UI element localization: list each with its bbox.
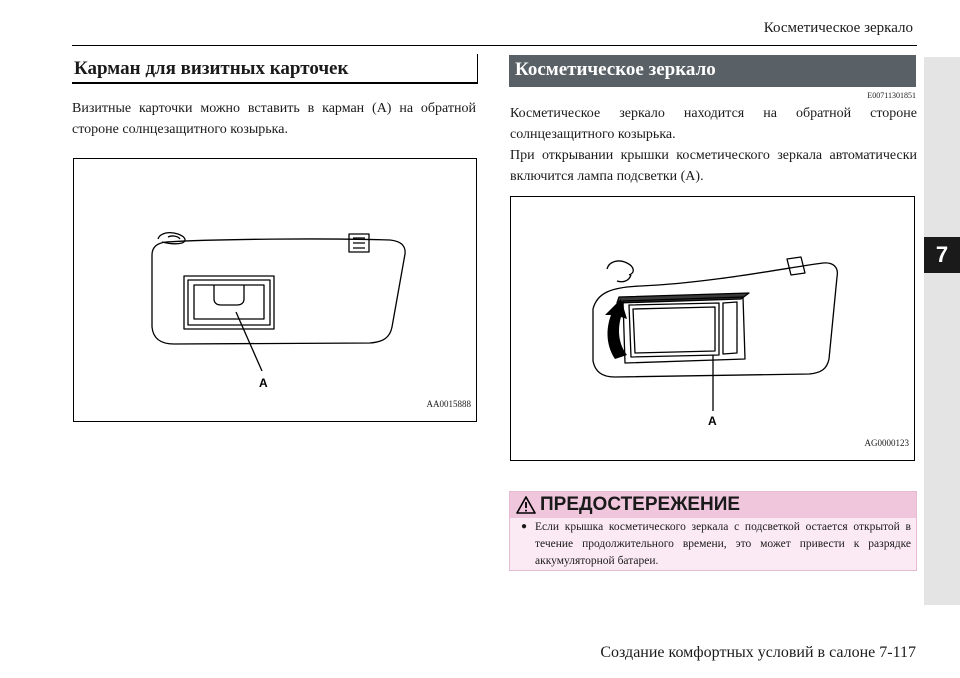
vanity-mirror-paragraph-2: При открывании крышки косметического зеркала автоматически включится лампа подсветки (A). <box>510 148 917 184</box>
header-rule <box>72 45 917 46</box>
sun-visor-card-pocket-illustration <box>74 159 476 421</box>
vanity-mirror-paragraphs <box>510 103 917 187</box>
section-heading-vanity-mirror <box>509 55 916 87</box>
figure-label-a: A <box>708 414 717 428</box>
section-heading-card-pocket <box>72 54 478 84</box>
warning-box <box>509 491 917 571</box>
reference-code: E00711301851 <box>867 91 916 100</box>
warning-header <box>510 492 916 518</box>
bullet-icon: ● <box>521 521 528 532</box>
card-pocket-paragraph: Визитные карточки можно вставить в карман (A) на обратной стороне солнцезащитного козырька. <box>72 101 476 137</box>
warning-title: ПРЕДОСТЕРЕЖЕНИЕ <box>540 494 741 515</box>
section-heading-text: Карман для визитных карточек <box>74 58 349 79</box>
vanity-mirror-paragraph-1: Косметическое зеркало находится на обратной стороне солнцезащитного козырька. <box>510 106 917 142</box>
sun-visor-mirror-illustration <box>511 197 914 460</box>
page-footer: Создание комфортных условий в салоне 7-117 <box>600 644 916 661</box>
chapter-side-tab <box>924 57 960 605</box>
chapter-number-badge: 7 <box>924 237 960 273</box>
figure-code: AG0000123 <box>864 438 909 448</box>
figure-vanity-mirror <box>510 196 915 461</box>
warning-text: Если крышка косметического зеркала с подсветкой остается открытой в течение продолжительного времени, это может привести к разрядке аккумуляторной батареи. <box>535 521 911 567</box>
section-heading-text: Косметическое зеркало <box>515 59 716 80</box>
running-header: Косметическое зеркало <box>763 20 913 36</box>
figure-label-a: A <box>259 376 268 390</box>
figure-card-pocket <box>73 158 477 422</box>
warning-triangle-icon <box>516 496 536 514</box>
figure-code: AA0015888 <box>426 399 471 409</box>
